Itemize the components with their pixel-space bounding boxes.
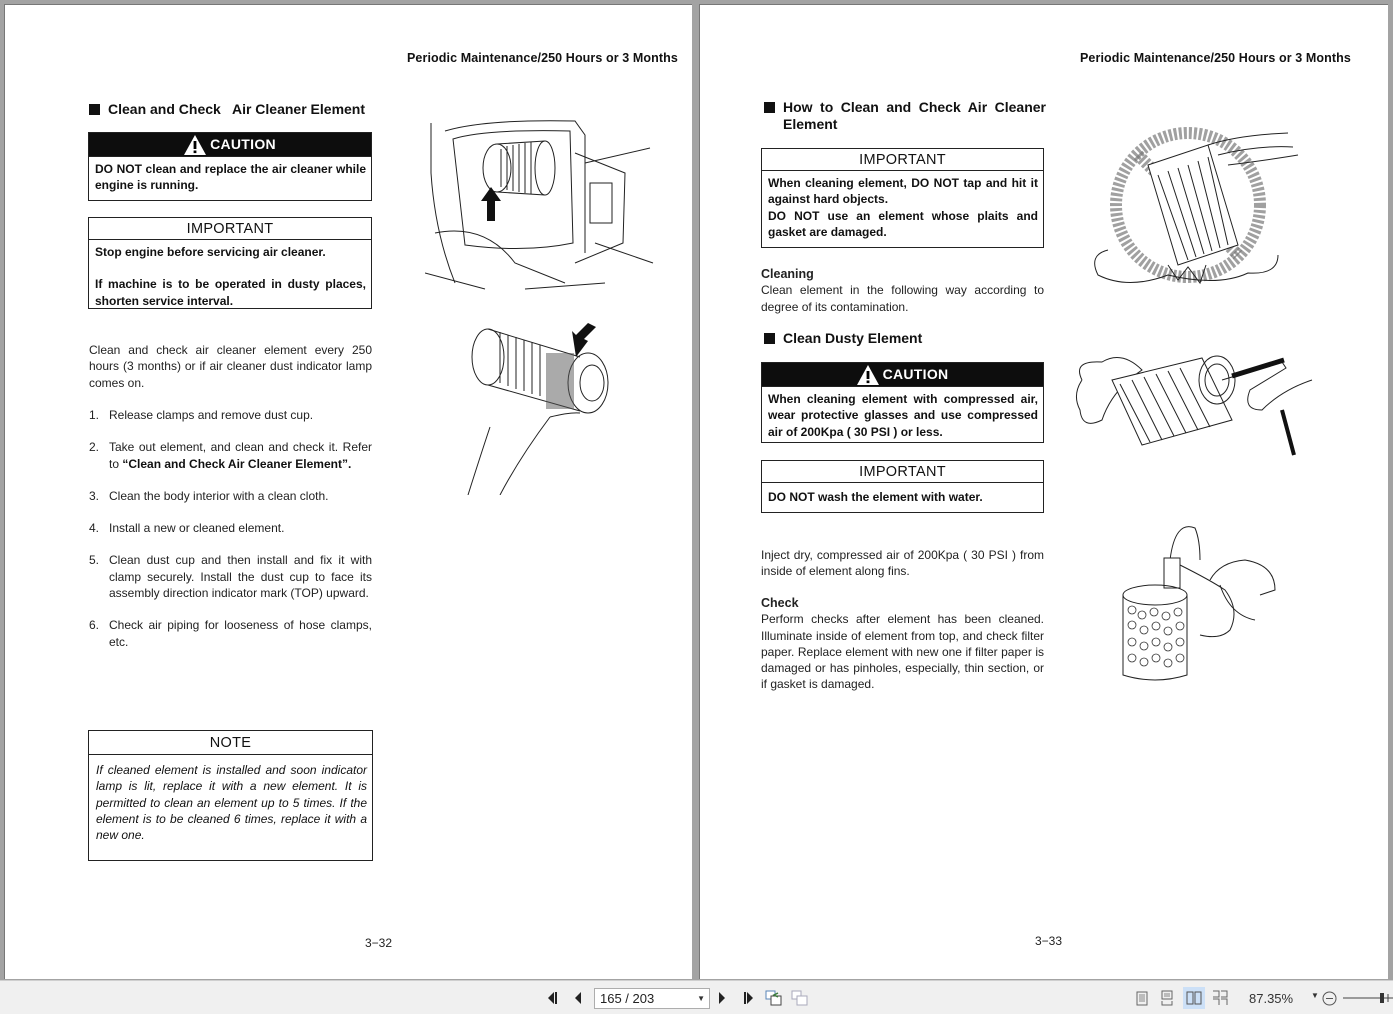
zoom-out-button[interactable] (1321, 989, 1337, 1007)
next-view-button[interactable] (790, 989, 808, 1007)
caution-box (761, 362, 1044, 443)
page-number: 3−33 (1035, 934, 1063, 948)
check-section (761, 595, 1044, 693)
important-text: DO NOT wash the element with water. (768, 490, 983, 504)
caution-text: When cleaning element with compressed air, wear protective glasses and use compressed air of 200Kpa ( 30 PSI ) or less. (768, 392, 1038, 439)
important-box (88, 217, 372, 309)
page-number: 3−32 (365, 936, 393, 950)
caution-header: CAUTION (762, 363, 1043, 387)
note-text: If cleaned element is installed and soon indicator lamp is lit, replace it with a new element. It is permitted to clean an element up to 5 times. If the element is to be cleaned 6 times, replace it with a new one. (96, 763, 367, 843)
running-head: Periodic Maintenance/250 Hours or 3 Months (407, 51, 678, 65)
intro-paragraph: Clean and check air cleaner element every 250 hours (3 months) or if air cleaner dust indicator lamp comes on. (89, 343, 372, 390)
caution-header: CAUTION (89, 133, 371, 157)
zoom-slider[interactable] (1343, 989, 1393, 1007)
bullet-square-icon (764, 102, 775, 113)
continuous-view-button[interactable] (1159, 989, 1175, 1007)
important-line: If machine is to be operated in dusty places, shorten service interval. (95, 277, 366, 308)
next-page-icon (717, 991, 727, 1005)
previous-view-icon (765, 990, 782, 1006)
important-line: DO NOT use an element whose plaits and gasket are damaged. (768, 208, 1038, 239)
important-line: When cleaning element, DO NOT tap and hit it against hard objects. (768, 176, 1038, 207)
facing-view-button[interactable] (1183, 987, 1205, 1009)
page-dropdown-icon[interactable]: ▼ (697, 994, 705, 1003)
list-item: 2. Take out element, and clean and check it. Refer to “Clean and Check Air Cleaner Element”. (89, 440, 372, 471)
running-head: Periodic Maintenance/250 Hours or 3 Months (1080, 51, 1351, 65)
section-title-dusty: Clean Dusty Element (764, 330, 1046, 347)
important-header: IMPORTANT (89, 218, 371, 240)
warning-triangle-icon (857, 365, 879, 385)
previous-page-icon (573, 991, 583, 1005)
single-page-view-button[interactable] (1134, 989, 1150, 1007)
single-page-icon (1136, 991, 1148, 1006)
last-page-button[interactable] (738, 989, 756, 1007)
cross-reference: “Clean and Check Air Cleaner Element”. (122, 456, 352, 471)
caution-text: DO NOT clean and replace the air cleaner while engine is running. (95, 162, 366, 193)
check-text: Perform checks after element has been cleaned. Illuminate inside of element from top, and check filter paper. Replace element with new one if filter paper is damaged or has pinholes, especially, thin section, or if gasket is damaged. (761, 612, 1044, 692)
steps-list (89, 407, 372, 666)
next-page-button[interactable] (714, 989, 730, 1007)
check-heading: Check (761, 596, 799, 610)
zoom-level[interactable]: 87.35% (1249, 991, 1294, 1006)
section-title: Clean and Check Air Cleaner Element (89, 101, 379, 118)
cleaning-heading: Cleaning (761, 267, 814, 281)
list-item: 6. Check air piping for looseness of hose clamps, etc. (89, 618, 372, 649)
note-box (88, 730, 373, 861)
continuous-page-icon (1161, 990, 1173, 1006)
cleaning-text: Clean element in the following way according to degree of its contamination. (761, 283, 1044, 314)
important-header: IMPORTANT (762, 149, 1043, 171)
zoom-slider-track (1343, 991, 1393, 1005)
section-title: How to Clean and Check Air Cleaner Element (764, 99, 1046, 133)
last-page-icon (740, 991, 754, 1005)
viewer-toolbar (0, 980, 1393, 1014)
list-item: 5. Clean dust cup and then install and fix it with clamp securely. Install the dust cup to face its assembly direction indicator mark (TOP) upward. (89, 553, 372, 601)
cleaning-section (761, 266, 1044, 315)
previous-view-button[interactable] (764, 989, 782, 1007)
warning-triangle-icon (184, 135, 206, 155)
continuous-facing-icon (1212, 990, 1228, 1006)
note-header: NOTE (89, 731, 372, 755)
page-number-input[interactable]: 165 / 203 ▼ (594, 988, 710, 1009)
list-item: 3. Clean the body interior with a clean cloth. (89, 488, 329, 503)
important-box-2 (761, 460, 1044, 513)
first-page-button[interactable] (545, 989, 563, 1007)
compressed-air-illustration (1072, 350, 1317, 460)
bullet-square-icon (89, 104, 100, 115)
inspect-element-illustration (1120, 520, 1280, 685)
important-header: IMPORTANT (762, 461, 1043, 483)
pdf-page-left (4, 4, 692, 979)
inject-paragraph: Inject dry, compressed air of 200Kpa ( 30 PSI ) from inside of element along fins. (761, 548, 1044, 579)
caution-box (88, 132, 372, 201)
important-box (761, 148, 1044, 248)
element-removal-illustration (460, 317, 620, 495)
facing-pages-icon (1186, 991, 1202, 1005)
engine-air-cleaner-illustration (425, 113, 655, 291)
zoom-out-icon (1322, 991, 1337, 1006)
first-page-icon (547, 991, 561, 1005)
list-item: 1. Release clamps and remove dust cup. (89, 408, 314, 422)
do-not-tap-illustration (1088, 125, 1308, 290)
continuous-facing-view-button[interactable] (1211, 989, 1229, 1007)
list-item: 4. Install a new or cleaned element. (89, 521, 285, 536)
pdf-page-right (699, 4, 1388, 979)
bullet-square-icon (764, 333, 775, 344)
important-line: Stop engine before servicing air cleaner. (95, 245, 326, 259)
next-view-icon (791, 990, 808, 1006)
zoom-dropdown-icon[interactable]: ▼ (1311, 991, 1319, 1000)
previous-page-button[interactable] (570, 989, 586, 1007)
